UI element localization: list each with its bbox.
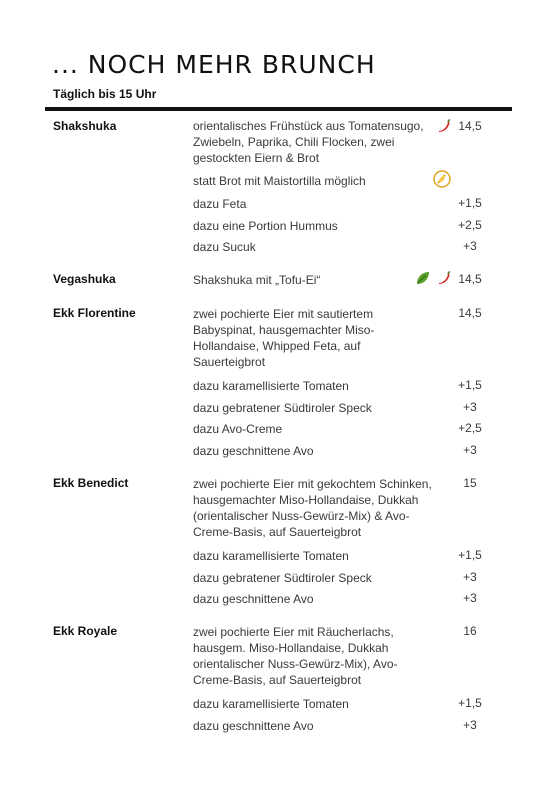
extra-price: +3 xyxy=(463,443,477,457)
dish-description-ekk-royale: zwei pochierte Eier mit Räucherlachs, hausgem. Miso-Hollandaise, Dukkah orientalischer Nuss-Gewürz-Mix), Avo-Creme-Basis, auf Sauerteigbrot xyxy=(193,625,398,687)
extra-label: dazu karamellisierte Tomaten xyxy=(193,697,349,711)
extra-price: +3 xyxy=(463,718,477,732)
extra-price: +1,5 xyxy=(458,696,482,710)
extra-price: +2,5 xyxy=(458,421,482,435)
dish-name-vegashuka: Vegashuka xyxy=(53,272,116,286)
extra-label: dazu eine Portion Hummus xyxy=(193,219,338,233)
extra-price: +3 xyxy=(463,239,477,253)
page-subtitle: Täglich bis 15 Uhr xyxy=(53,87,157,101)
extra-label: dazu geschnittene Avo xyxy=(193,719,314,733)
extra-label: dazu karamellisierte Tomaten xyxy=(193,379,349,393)
extra-label: dazu gebratener Südtiroler Speck xyxy=(193,571,372,585)
dish-description-shakshuka: orientalisches Frühstück aus Tomatensugo, Zwiebeln, Paprika, Chili Flocken, zwei gestockten Eiern & Brot xyxy=(193,119,424,165)
header-divider xyxy=(45,107,512,111)
dish-price-vegashuka: 14,5 xyxy=(458,272,482,286)
chili-pepper-icon xyxy=(436,270,452,291)
dish-price-ekk-royale: 16 xyxy=(463,624,477,638)
dish-price-ekk-florentine: 14,5 xyxy=(458,306,482,320)
extra-price: +1,5 xyxy=(458,548,482,562)
chili-pepper-icon xyxy=(436,118,452,139)
dish-price-shakshuka: 14,5 xyxy=(458,119,482,133)
leaf-icon xyxy=(415,270,431,291)
extra-label: dazu gebratener Südtiroler Speck xyxy=(193,401,372,415)
extra-label: dazu Sucuk xyxy=(193,240,256,254)
extra-price: +1,5 xyxy=(458,378,482,392)
dish-name-ekk-florentine: Ekk Florentine xyxy=(53,306,136,320)
extra-price: +1,5 xyxy=(458,196,482,210)
dish-description-vegashuka: Shakshuka mit „Tofu-Ei“ xyxy=(193,273,321,287)
extra-label: dazu Avo-Creme xyxy=(193,422,283,436)
extra-price: +2,5 xyxy=(458,218,482,232)
dish-description-ekk-florentine: zwei pochierte Eier mit sautiertem Babyspinat, hausgemachter Miso-Hollandaise, Whipped Feta, auf Sauerteigbrot xyxy=(193,307,375,369)
extra-price: +3 xyxy=(463,400,477,414)
dish-description-ekk-benedict: zwei pochierte Eier mit gekochtem Schinken, hausgemachter Miso-Hollandaise, Dukkah (orientalischer Nuss-Gewürz-Mix) & Avo-Creme-Basis, auf Sauerteigbrot xyxy=(193,477,432,539)
extra-price: +3 xyxy=(463,591,477,605)
extra-label: dazu geschnittene Avo xyxy=(193,444,314,458)
extra-label: dazu karamellisierte Tomaten xyxy=(193,549,349,563)
page-title: ... NOCH MEHR BRUNCH xyxy=(52,50,376,79)
dish-name-ekk-royale: Ekk Royale xyxy=(53,624,118,638)
extra-label: dazu geschnittene Avo xyxy=(193,592,314,606)
extra-price: +3 xyxy=(463,570,477,584)
dish-price-ekk-benedict: 15 xyxy=(463,476,477,490)
dish-name-shakshuka: Shakshuka xyxy=(53,119,117,133)
corn-tortilla-icon xyxy=(433,170,451,193)
extra-label: dazu Feta xyxy=(193,197,247,211)
dish-name-ekk-benedict: Ekk Benedict xyxy=(53,476,129,490)
extra-label: statt Brot mit Maistortilla möglich xyxy=(193,174,366,188)
